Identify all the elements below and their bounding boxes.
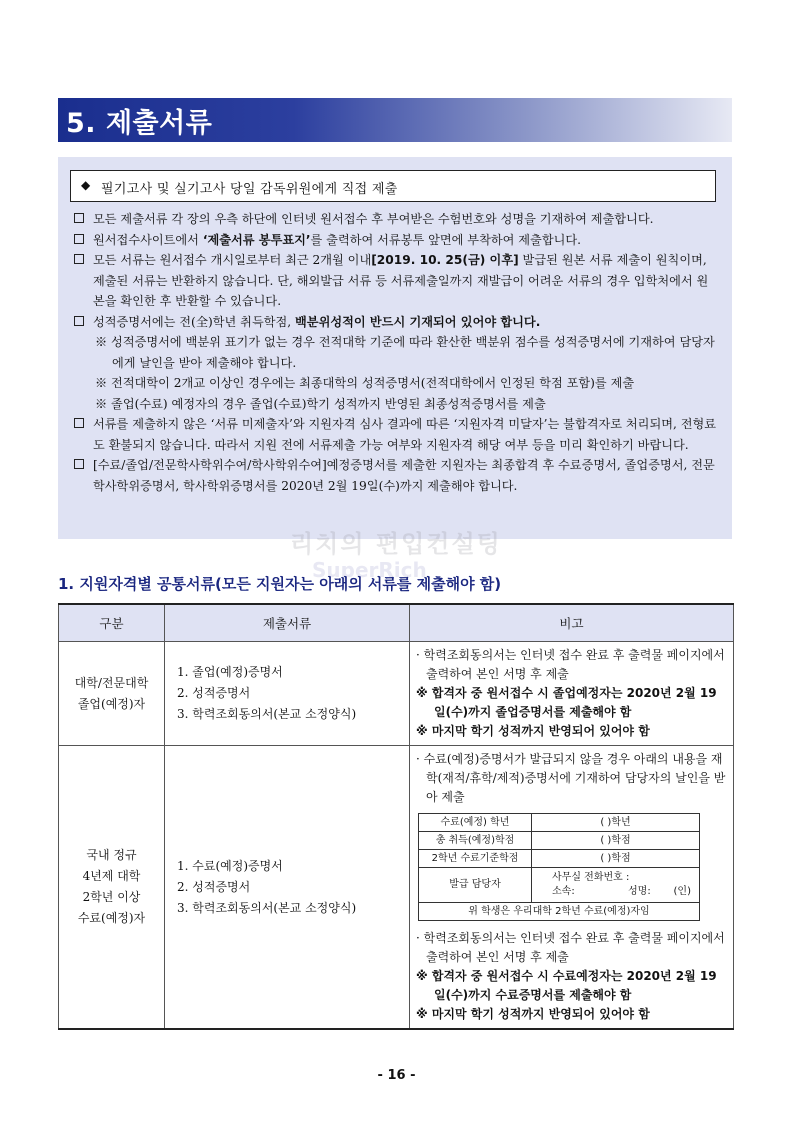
note-item: ※ 성적증명서에 백분위 표기가 없는 경우 전적대학 기준에 따라 환산한 백분위 점수를 성적증명서에 기재하여 담당자에게 날인을 받아 제출해야 합니다. — [95, 335, 715, 370]
remarks-cell: · 수료(예정)증명서가 발급되지 않을 경우 아래의 내용을 재학(재적/휴학/제적)증명서에 기재하여 담당자의 날인을 받아 제출 수료(예정) 학년 ( )학년 총 취득(예정)학점 ( )학점 2학년 수료기준학점 ( )학점 발급 담당자 사무실 전화번호 : 소속: 성명: (인) 위 학생은 우리대학 2학년 수료(예정)자임 · 학력조회동의서는 인터넷 접수 완료 후 출력물 페이지에서 출력하여 본인 서명 후 제출 ※ 합격자 중 원서접수 시 수료예정자는 2020년 2월 19일(수)까지 수료증명서를 제출해야 함 ※ 마지막 학기 성적까지 반영되어 있어야 함 — [410, 746, 734, 1030]
list-item: [수료/졸업/전문학사학위수여/학사학위수여]예정증명서를 제출한 지원자는 최종합격 후 수료증명서, 졸업증명서, 전문학사학위증명서, 학사학위증명서를 2020년 2월 19일(수)까지 제출해야 합니다. — [74, 455, 720, 496]
notice-list — [74, 209, 720, 496]
checkbox-icon — [74, 459, 84, 469]
form-row: 수료(예정) 학년 ( )학년 — [419, 814, 700, 832]
column-header: 비고 — [410, 604, 734, 642]
checkbox-icon — [74, 213, 84, 223]
checkbox-icon — [74, 254, 84, 264]
highlight-text: 필기고사 및 실기고사 당일 감독위원에게 직접 제출 — [101, 182, 398, 197]
list-item: 성적증명서에는 전(全)학년 취득학점, 백분위성적이 반드시 기재되어 있어야 합니다. — [74, 312, 720, 333]
watermark: SuperRich — [312, 558, 427, 582]
highlight-box — [70, 170, 716, 202]
checkbox-icon — [74, 316, 84, 326]
watermark: 리치의 편입컨설팅 — [290, 530, 502, 558]
column-header: 구분 — [59, 604, 165, 642]
documents-table — [58, 603, 734, 1030]
certificate-form — [418, 813, 700, 921]
checkbox-icon — [74, 234, 84, 244]
section-title: 5. 제출서류 — [66, 108, 213, 139]
list-item: 원서접수사이트에서 ‘제출서류 봉투표지’를 출력하여 서류봉투 앞면에 부착하여 제출합니다. — [74, 230, 720, 251]
list-item: 모든 서류는 원서접수 개시일로부터 최근 2개월 이내[2019. 10. 25(금) 이후] 발급된 원본 서류 제출이 원칙이며, 제출된 서류는 반환하지 않습니다. 단, 해외발급 서류 등 서류제출일까지 재발급이 어려운 서류의 경우 입학처에서 원본을 확인한 후 반환할 수 있습니다. — [74, 250, 720, 312]
table-header-row — [59, 604, 734, 642]
form-row: 총 취득(예정)학점 ( )학점 — [419, 832, 700, 850]
diamond-icon: ◆ — [81, 178, 91, 192]
checkbox-icon — [74, 418, 84, 428]
form-row: 위 학생은 우리대학 2학년 수료(예정)자임 — [419, 903, 700, 921]
table-row — [59, 746, 734, 1030]
category-cell: 대학/전문대학 졸업(예정)자 — [59, 642, 165, 746]
section-header — [58, 98, 732, 142]
subsection-title: 1. 지원자격별 공통서류(모든 지원자는 아래의 서류를 제출해야 함) — [58, 575, 502, 593]
remarks-cell: · 학력조회동의서는 인터넷 접수 완료 후 출력물 페이지에서 출력하여 본인 서명 후 제출 ※ 합격자 중 원서접수 시 졸업예정자는 2020년 2월 19일(수)까지 졸업증명서를 제출해야 함 ※ 마지막 학기 성적까지 반영되어 있어야 함 — [410, 642, 734, 746]
category-cell: 국내 정규 4년제 대학 2학년 이상 수료(예정)자 — [59, 746, 165, 1030]
table-row — [59, 642, 734, 746]
documents-cell: 1. 수료(예정)증명서 2. 성적증명서 3. 학력조회동의서(본교 소정양식) — [165, 746, 410, 1030]
officer-info: 사무실 전화번호 : 소속: 성명: (인) — [532, 868, 700, 903]
documents-cell: 1. 졸업(예정)증명서 2. 성적증명서 3. 학력조회동의서(본교 소정양식) — [165, 642, 410, 746]
list-item: 모든 제출서류 각 장의 우측 하단에 인터넷 원서접수 후 부여받은 수험번호와 성명을 기재하여 제출합니다. — [74, 209, 720, 230]
form-row: 2학년 수료기준학점 ( )학점 — [419, 850, 700, 868]
list-item: 서류를 제출하지 않은 ‘서류 미제출자’와 지원자격 심사 결과에 따른 ‘지원자격 미달자’는 불합격자로 처리되며, 전형료도 환불되지 않습니다. 따라서 지원 전에 서류제출 가능 여부와 지원자격 해당 여부 등을 미리 확인하기 바랍니다. — [74, 414, 720, 455]
note-item: ※ 전적대학이 2개교 이상인 경우에는 최종대학의 성적증명서(전적대학에서 인정된 학점 포함)를 제출 — [95, 376, 635, 390]
form-row: 발급 담당자 사무실 전화번호 : 소속: 성명: (인) — [419, 868, 700, 903]
column-header: 제출서류 — [165, 604, 410, 642]
page-number: - 16 - — [377, 1068, 416, 1083]
note-item: ※ 졸업(수료) 예정자의 경우 졸업(수료)학기 성적까지 반영된 최종성적증명서를 제출 — [95, 396, 546, 411]
